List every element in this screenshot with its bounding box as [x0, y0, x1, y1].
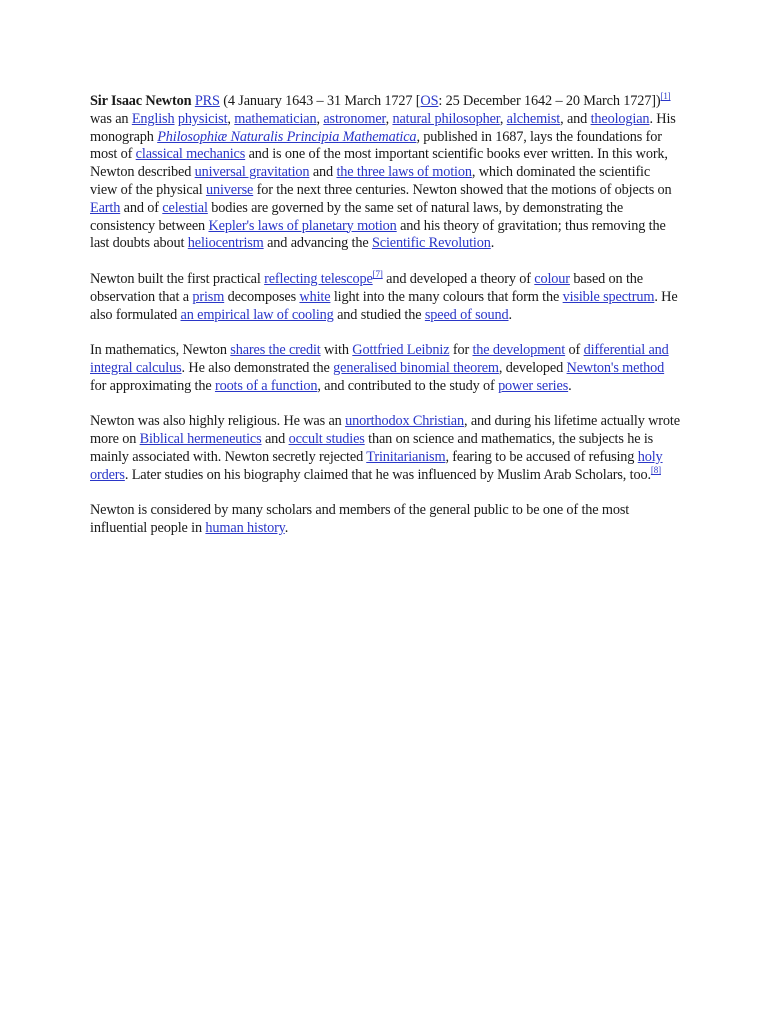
paragraph-intro — [90, 93, 680, 253]
power-series-link[interactable]: power series — [498, 377, 569, 394]
natural-philosopher-link[interactable]: natural philosopher — [392, 110, 500, 127]
laws-of-motion-link[interactable]: the three laws of motion — [336, 164, 472, 181]
text-run: with — [320, 342, 353, 359]
citation-superscript — [651, 465, 661, 475]
unorthodox-christian-link[interactable]: unorthodox Christian — [345, 413, 464, 430]
visible-spectrum-link[interactable]: visible spectrum — [562, 288, 655, 305]
citation-1-link[interactable]: [1] — [660, 91, 671, 101]
newtons-method-link[interactable]: Newton's method — [566, 359, 665, 376]
text-run: bodies are governed by the same set of natural laws, by demonstrating the consistency between — [90, 199, 624, 234]
scientific-revolution-link[interactable]: Scientific Revolution — [371, 235, 491, 252]
text-run: Newton built the first practical — [90, 270, 265, 287]
text-run: Newton was also highly religious. He was an — [90, 413, 346, 430]
text-run: than on science and mathematics, the subjects he is mainly associated with. Newton secretly rejected — [90, 431, 654, 465]
citation-superscript — [660, 91, 670, 101]
text-run: , which dominated the scientific view of the physical — [90, 164, 651, 198]
alchemist-link[interactable]: alchemist — [506, 110, 561, 127]
astronomer-link[interactable]: astronomer — [323, 110, 386, 127]
universe-link[interactable]: universe — [205, 181, 254, 198]
calculus-link[interactable]: differential and integral calculus — [90, 342, 669, 376]
text-run: was an — [90, 110, 132, 127]
prs-link[interactable]: PRS — [194, 93, 220, 109]
text-run: , — [499, 110, 507, 127]
text-run: decomposes — [224, 288, 300, 305]
english-link[interactable]: English — [131, 110, 175, 127]
trinitarianism-link[interactable]: Trinitarianism — [366, 448, 446, 465]
text-run: In mathematics, Newton — [90, 342, 231, 359]
earth-link[interactable]: Earth — [90, 199, 121, 216]
physicist-link[interactable]: physicist — [177, 110, 228, 127]
text-run: and — [261, 431, 289, 448]
text-run: and of — [120, 199, 163, 216]
text-run: and — [309, 164, 337, 181]
text-run: , and during his lifetime actually wrote more on — [90, 413, 680, 448]
text-run: for — [449, 342, 473, 359]
citation-7-link[interactable]: [7] — [372, 268, 383, 279]
human-history-link[interactable]: human history — [205, 520, 285, 537]
universal-gravitation-link[interactable]: universal gravitation — [194, 164, 310, 181]
text-run: and his theory of gravitation; thus removing the last doubts about — [90, 217, 666, 252]
occult-studies-link[interactable]: occult studies — [288, 431, 365, 448]
text-run: of — [565, 342, 584, 359]
text-run: for approximating the — [90, 377, 215, 394]
keplers-laws-link[interactable]: Kepler's laws of planetary motion — [208, 217, 397, 234]
paragraph-optics — [90, 268, 680, 324]
text-run: for the next three centuries. Newton showed that the motions of objects on — [253, 181, 672, 198]
classical-mechanics-link[interactable]: classical mechanics — [135, 146, 246, 163]
paragraph-mathematics — [90, 342, 680, 395]
text-run: . He also demonstrated the — [181, 359, 334, 376]
holy-orders-link[interactable]: holy orders — [90, 448, 663, 483]
text-run: and is one of the most important scientific books ever written. In this work, Newton described — [90, 146, 668, 181]
the-development-link[interactable]: the development — [472, 342, 566, 359]
text-run: , — [385, 110, 393, 127]
shares-the-credit-link[interactable]: shares the credit — [230, 342, 321, 359]
citation-superscript — [373, 269, 383, 279]
text-run: , — [316, 110, 324, 127]
text-run: . He also formulated — [90, 288, 678, 323]
text-run: Newton is considered by many scholars and members of the general public to be one of the most influential people in — [90, 502, 630, 537]
colour-link[interactable]: colour — [534, 270, 570, 287]
text-run: . — [490, 235, 495, 252]
text-run: . Later studies on his biography claimed that he was influenced by Muslim Arab Scholars, too. — [124, 466, 651, 483]
heliocentrism-link[interactable]: heliocentrism — [187, 235, 264, 252]
text-run: light into the many colours that form the — [330, 288, 563, 305]
mathematician-link[interactable]: mathematician — [234, 110, 317, 127]
text-run: , and — [560, 110, 591, 127]
subject-name: Sir Isaac Newton — [90, 93, 192, 109]
text-run: . — [284, 520, 289, 537]
text-run: based on the observation that a — [90, 270, 643, 305]
biblical-hermeneutics-link[interactable]: Biblical hermeneutics — [139, 431, 262, 448]
text-run: . — [508, 306, 512, 323]
text-run: . — [568, 377, 572, 394]
speed-of-sound-link[interactable]: speed of sound — [424, 306, 509, 323]
principia-link[interactable]: Philosophiæ Naturalis Principia Mathematica — [157, 128, 417, 145]
citation-8-link[interactable]: [8] — [650, 464, 661, 475]
law-of-cooling-link[interactable]: an empirical law of cooling — [180, 306, 334, 323]
text-run: , published in 1687, lays the foundations for most of — [90, 128, 662, 163]
text-run: . His monograph — [90, 110, 676, 145]
text-run: , developed — [498, 359, 567, 376]
text-run: : 25 December 1642 – 20 March 1727]) — [438, 93, 661, 109]
reflecting-telescope-link[interactable]: reflecting telescope — [264, 270, 373, 287]
os-link[interactable]: OS — [420, 93, 439, 109]
gottfried-leibniz-link[interactable]: Gottfried Leibniz — [352, 342, 450, 359]
white-link[interactable]: white — [299, 288, 331, 305]
roots-of-a-function-link[interactable]: roots of a function — [214, 377, 318, 394]
text-run: , — [227, 110, 235, 127]
document-body — [90, 93, 680, 556]
text-run: and advancing the — [263, 235, 372, 252]
text-run: and studied the — [333, 306, 425, 323]
text-run: , fearing to be accused of refusing — [445, 448, 638, 465]
prism-link[interactable]: prism — [192, 288, 225, 305]
celestial-link[interactable]: celestial — [162, 199, 208, 216]
text-run: and developed a theory of — [382, 270, 535, 287]
paragraph-legacy — [90, 502, 680, 538]
binomial-theorem-link[interactable]: generalised binomial theorem — [333, 359, 499, 376]
paragraph-religion — [90, 413, 680, 484]
theologian-link[interactable]: theologian — [590, 110, 650, 127]
text-run: (4 January 1643 – 31 March 1727 [ — [219, 93, 421, 109]
text-run: , and contributed to the study of — [317, 377, 499, 394]
